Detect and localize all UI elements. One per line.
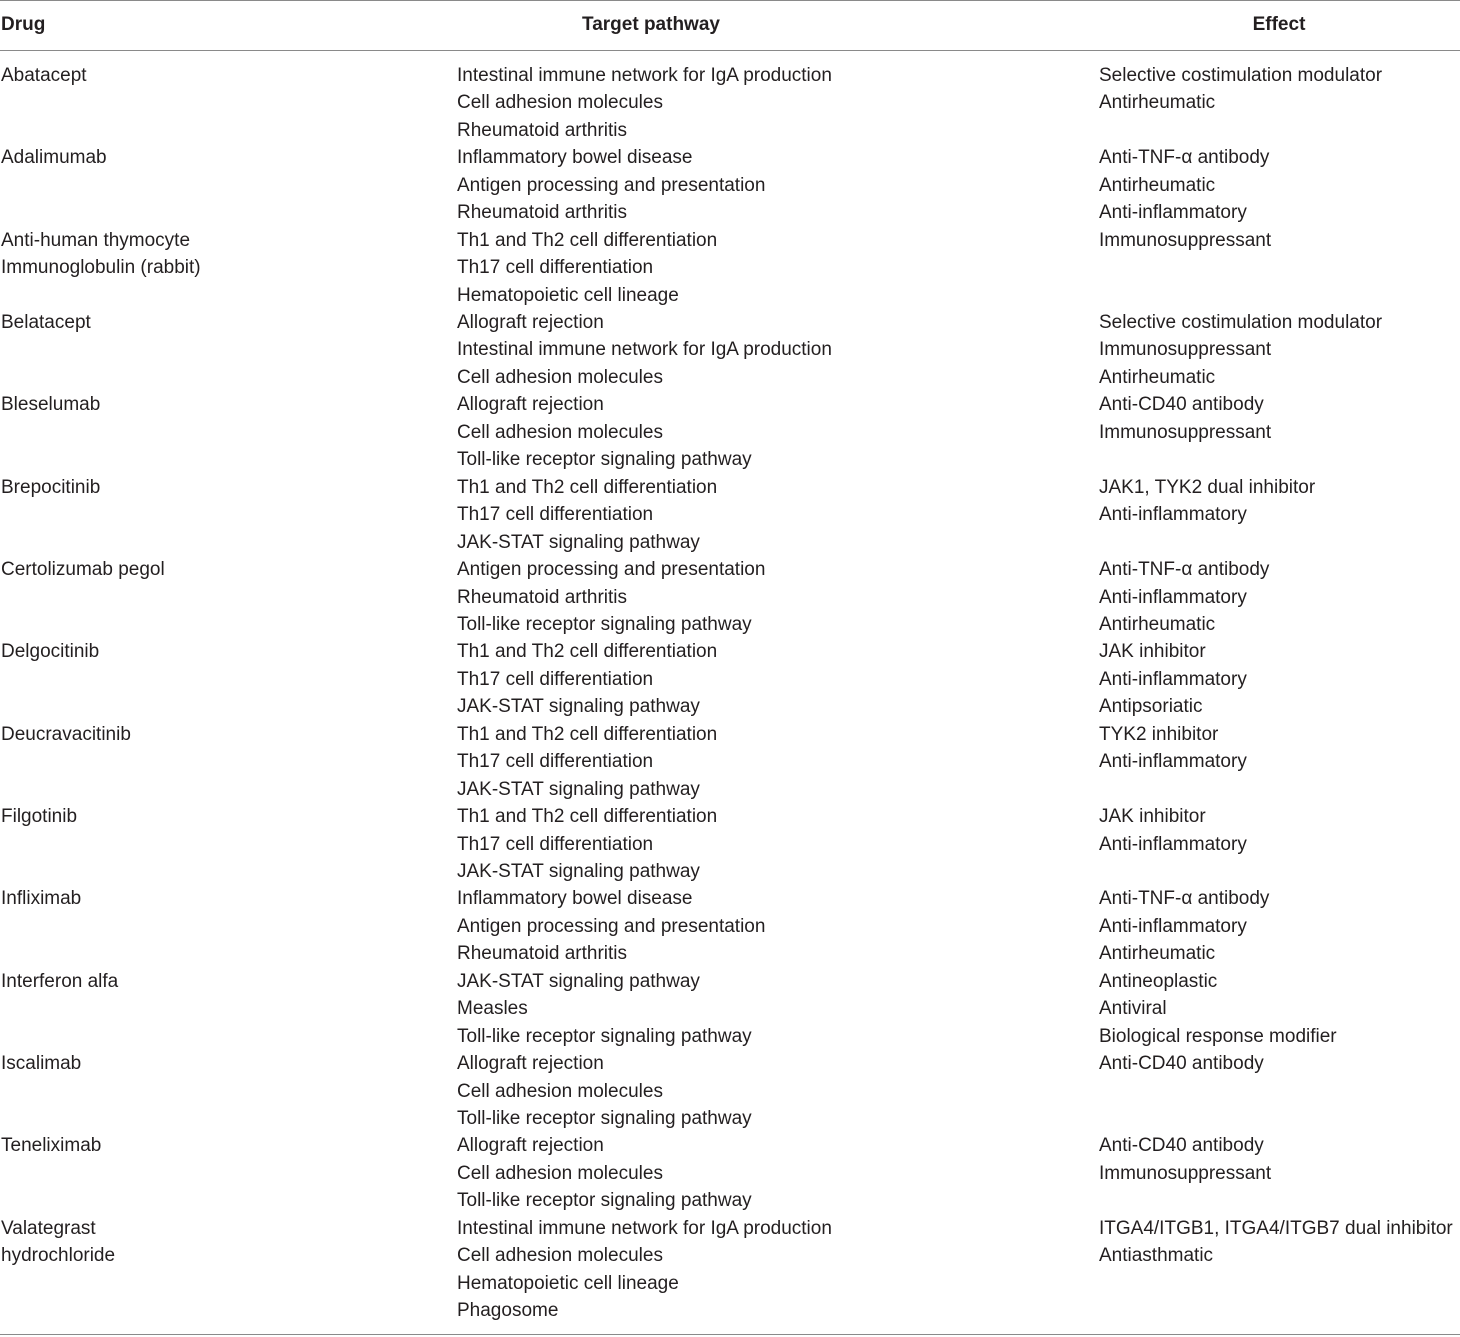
effect-cell	[1099, 803, 1247, 858]
effect-cell-line: Anti-inflammatory	[1099, 668, 1247, 690]
target-pathway-cell-line: Th17 cell differentiation	[457, 833, 654, 855]
table-row	[0, 968, 1460, 1050]
table-row	[0, 309, 1460, 391]
target-pathway-cell-line: Hematopoietic cell lineage	[457, 1272, 679, 1294]
target-pathway-cell-line: JAK-STAT signaling pathway	[457, 531, 700, 553]
effect-cell	[1099, 62, 1382, 117]
table-top-rule	[0, 0, 1460, 1]
target-pathway-cell-line: Intestinal immune network for IgA production	[457, 339, 832, 361]
effect-cell-line: Anti-inflammatory	[1099, 504, 1247, 526]
target-pathway-cell	[457, 144, 765, 226]
drug-cell-line: Filgotinib	[1, 806, 78, 828]
target-pathway-cell-line: Toll-like receptor signaling pathway	[457, 449, 752, 471]
drug-cell-line: Belatacept	[1, 312, 91, 334]
drug-cell-line: Valategrast	[1, 1217, 96, 1239]
target-pathway-cell-line: Rheumatoid arthritis	[457, 119, 628, 141]
drug-cell-line: Iscalimab	[1, 1053, 82, 1075]
effect-cell-line: Anti-inflammatory	[1099, 915, 1247, 937]
target-pathway-cell-line: Rheumatoid arthritis	[457, 586, 628, 608]
table-row	[0, 885, 1460, 967]
target-pathway-cell-line: Th17 cell differentiation	[457, 668, 654, 690]
table-row	[0, 391, 1460, 473]
target-pathway-cell-line: Antigen processing and presentation	[457, 559, 766, 581]
effect-cell-line: Antirheumatic	[1099, 174, 1216, 196]
target-pathway-cell-line: Th1 and Th2 cell differentiation	[457, 229, 718, 251]
effect-cell	[1099, 391, 1271, 446]
effect-cell	[1099, 968, 1337, 1050]
table-row	[0, 474, 1460, 556]
effect-cell-line: Antiviral	[1099, 998, 1167, 1020]
drug-cell-line: Bleselumab	[1, 394, 101, 416]
target-pathway-cell	[457, 1132, 752, 1214]
effect-cell	[1099, 556, 1269, 638]
drug-cell	[1, 144, 107, 171]
drug-cell	[1, 638, 99, 665]
target-pathway-cell-line: Allograft rejection	[457, 1053, 604, 1075]
drug-cell	[1, 721, 131, 748]
header-effect: Effect	[1252, 14, 1306, 35]
drug-cell-line: Delgocitinib	[1, 641, 100, 663]
effect-cell-line: JAK1, TYK2 dual inhibitor	[1099, 476, 1316, 498]
effect-cell-line: Selective costimulation modulator	[1099, 65, 1383, 86]
effect-cell	[1099, 1215, 1453, 1270]
target-pathway-cell	[457, 638, 717, 720]
target-pathway-cell-line: Cell adhesion molecules	[457, 92, 663, 114]
drug-cell-line: Immunoglobulin (rabbit)	[1, 257, 201, 279]
target-pathway-cell	[457, 309, 832, 391]
target-pathway-cell-line: Allograft rejection	[457, 312, 604, 334]
effect-cell-line: Anti-inflammatory	[1099, 202, 1247, 224]
target-pathway-cell	[457, 556, 765, 638]
effect-cell-line: Anti-CD40 antibody	[1099, 1053, 1264, 1075]
drug-cell-line: Interferon alfa	[1, 970, 119, 992]
target-pathway-cell-line: Cell adhesion molecules	[457, 421, 663, 443]
drug-cell	[1, 474, 100, 501]
effect-cell-line: Antirheumatic	[1099, 92, 1216, 114]
drug-cell-line: Teneliximab	[1, 1135, 102, 1157]
target-pathway-cell	[457, 1215, 832, 1325]
drug-cell	[1, 1132, 101, 1159]
effect-cell-line: Immunosuppressant	[1099, 1162, 1272, 1184]
effect-cell-line: Immunosuppressant	[1099, 229, 1272, 251]
target-pathway-cell-line: Measles	[457, 998, 528, 1020]
target-pathway-cell-line: Hematopoietic cell lineage	[457, 284, 679, 306]
effect-cell-line: ITGA4/ITGB1, ITGA4/ITGB7 dual inhibitor	[1099, 1217, 1453, 1239]
table-bottom-rule	[0, 1334, 1460, 1335]
effect-cell-line: Antineoplastic	[1099, 970, 1218, 992]
effect-cell-line: Antirheumatic	[1099, 366, 1216, 388]
target-pathway-cell-line: Inflammatory bowel disease	[457, 147, 693, 169]
table-row	[0, 144, 1460, 226]
target-pathway-cell-line: Th1 and Th2 cell differentiation	[457, 641, 718, 663]
drug-cell	[1, 803, 77, 830]
effect-cell-line: Anti-TNF-α antibody	[1099, 559, 1270, 581]
target-pathway-cell-line: Intestinal immune network for IgA production	[457, 1217, 832, 1239]
table-row	[0, 803, 1460, 885]
effect-cell	[1099, 227, 1271, 254]
drug-cell-line: hydrochloride	[1, 1245, 116, 1267]
target-pathway-cell-line: Th1 and Th2 cell differentiation	[457, 476, 718, 498]
effect-cell	[1099, 474, 1315, 529]
table-body	[0, 62, 1460, 1325]
effect-cell	[1099, 721, 1247, 776]
effect-cell-line: Anti-TNF-α antibody	[1099, 147, 1270, 169]
target-pathway-cell-line: Cell adhesion molecules	[457, 1245, 663, 1267]
target-pathway-cell-line: Inflammatory bowel disease	[457, 888, 693, 910]
target-pathway-cell	[457, 885, 765, 967]
table-row	[0, 721, 1460, 803]
target-pathway-cell-line: JAK-STAT signaling pathway	[457, 778, 700, 800]
target-pathway-cell-line: Toll-like receptor signaling pathway	[457, 1190, 752, 1212]
table-row	[0, 556, 1460, 638]
header-drug: Drug	[1, 14, 46, 35]
table-row	[0, 1050, 1460, 1132]
table-row	[0, 1132, 1460, 1214]
drug-cell	[1, 556, 165, 583]
target-pathway-cell	[457, 391, 752, 473]
effect-cell-line: TYK2 inhibitor	[1099, 723, 1219, 745]
drug-cell-line: Certolizumab pegol	[1, 559, 165, 581]
target-pathway-cell-line: Th1 and Th2 cell differentiation	[457, 806, 718, 828]
table-row	[0, 62, 1460, 144]
target-pathway-cell-line: Rheumatoid arthritis	[457, 202, 628, 224]
target-pathway-cell-line: Toll-like receptor signaling pathway	[457, 1108, 752, 1129]
effect-cell-line: Antipsoriatic	[1099, 696, 1203, 718]
drug-cell	[1, 968, 118, 995]
effect-cell	[1099, 1132, 1271, 1187]
target-pathway-cell-line: JAK-STAT signaling pathway	[457, 860, 700, 882]
effect-cell-line: Anti-CD40 antibody	[1099, 394, 1264, 416]
target-pathway-cell-line: Antigen processing and presentation	[457, 915, 766, 937]
effect-cell-line: JAK inhibitor	[1099, 806, 1206, 828]
drug-cell	[1, 1215, 115, 1270]
target-pathway-cell-line: Toll-like receptor signaling pathway	[457, 613, 752, 635]
drug-cell	[1, 1050, 81, 1077]
drug-cell	[1, 885, 81, 912]
effect-cell-line: Antiasthmatic	[1099, 1245, 1214, 1267]
drug-cell-line: Adalimumab	[1, 147, 107, 169]
effect-cell-line: Immunosuppressant	[1099, 421, 1272, 443]
table-header-row	[0, 12, 1460, 42]
table-row	[0, 227, 1460, 309]
table-header-rule	[0, 50, 1460, 51]
effect-cell-line: Anti-TNF-α antibody	[1099, 888, 1270, 910]
target-pathway-cell-line: Th17 cell differentiation	[457, 751, 654, 773]
effect-cell-line: Anti-CD40 antibody	[1099, 1135, 1264, 1157]
effect-cell-line: Anti-inflammatory	[1099, 751, 1247, 773]
effect-cell-line: Selective costimulation modulator	[1099, 312, 1383, 334]
target-pathway-cell-line: Cell adhesion molecules	[457, 1080, 663, 1102]
drug-cell-line: Deucravacitinib	[1, 723, 131, 745]
header-target-pathway: Target pathway	[582, 14, 720, 35]
effect-cell-line: Antirheumatic	[1099, 613, 1216, 635]
drug-cell-line: Abatacept	[1, 65, 87, 86]
effect-cell	[1099, 309, 1382, 391]
drug-cell	[1, 62, 87, 89]
target-pathway-cell-line: Cell adhesion molecules	[457, 366, 663, 388]
drug-cell	[1, 227, 201, 282]
target-pathway-cell-line: JAK-STAT signaling pathway	[457, 696, 700, 718]
target-pathway-cell-line: JAK-STAT signaling pathway	[457, 970, 700, 992]
effect-cell	[1099, 144, 1269, 226]
target-pathway-cell-line: Th17 cell differentiation	[457, 504, 654, 526]
effect-cell-line: Biological response modifier	[1099, 1025, 1337, 1047]
target-pathway-cell	[457, 803, 717, 885]
effect-cell-line: JAK inhibitor	[1099, 641, 1206, 663]
target-pathway-cell-line: Toll-like receptor signaling pathway	[457, 1025, 752, 1047]
drug-cell-line: Anti-human thymocyte	[1, 229, 191, 251]
target-pathway-cell-line: Phagosome	[457, 1300, 559, 1322]
effect-cell	[1099, 638, 1247, 720]
effect-cell-line: Immunosuppressant	[1099, 339, 1272, 361]
target-pathway-cell	[457, 62, 832, 144]
target-pathway-cell	[457, 227, 717, 309]
drug-cell	[1, 391, 100, 418]
target-pathway-cell	[457, 1050, 752, 1132]
effect-cell	[1099, 1050, 1264, 1077]
effect-cell-line: Anti-inflammatory	[1099, 586, 1247, 608]
drug-cell-line: Brepocitinib	[1, 476, 101, 498]
target-pathway-cell-line: Antigen processing and presentation	[457, 174, 766, 196]
table-row	[0, 1215, 1460, 1325]
target-pathway-cell-line: Allograft rejection	[457, 1135, 604, 1157]
drug-cell	[1, 309, 91, 336]
effect-cell	[1099, 885, 1269, 967]
target-pathway-cell-line: Allograft rejection	[457, 394, 604, 416]
table-row	[0, 638, 1460, 720]
target-pathway-cell-line: Th1 and Th2 cell differentiation	[457, 723, 718, 745]
target-pathway-cell-line: Cell adhesion molecules	[457, 1162, 663, 1184]
effect-cell-line: Anti-inflammatory	[1099, 833, 1247, 855]
target-pathway-cell-line: Th17 cell differentiation	[457, 257, 654, 279]
target-pathway-cell-line: Rheumatoid arthritis	[457, 943, 628, 965]
drug-cell-line: Infliximab	[1, 888, 82, 910]
effect-cell-line: Antirheumatic	[1099, 943, 1216, 965]
target-pathway-cell	[457, 721, 717, 803]
target-pathway-cell	[457, 968, 752, 1050]
target-pathway-cell-line: Intestinal immune network for IgA production	[457, 65, 832, 86]
target-pathway-cell	[457, 474, 717, 556]
